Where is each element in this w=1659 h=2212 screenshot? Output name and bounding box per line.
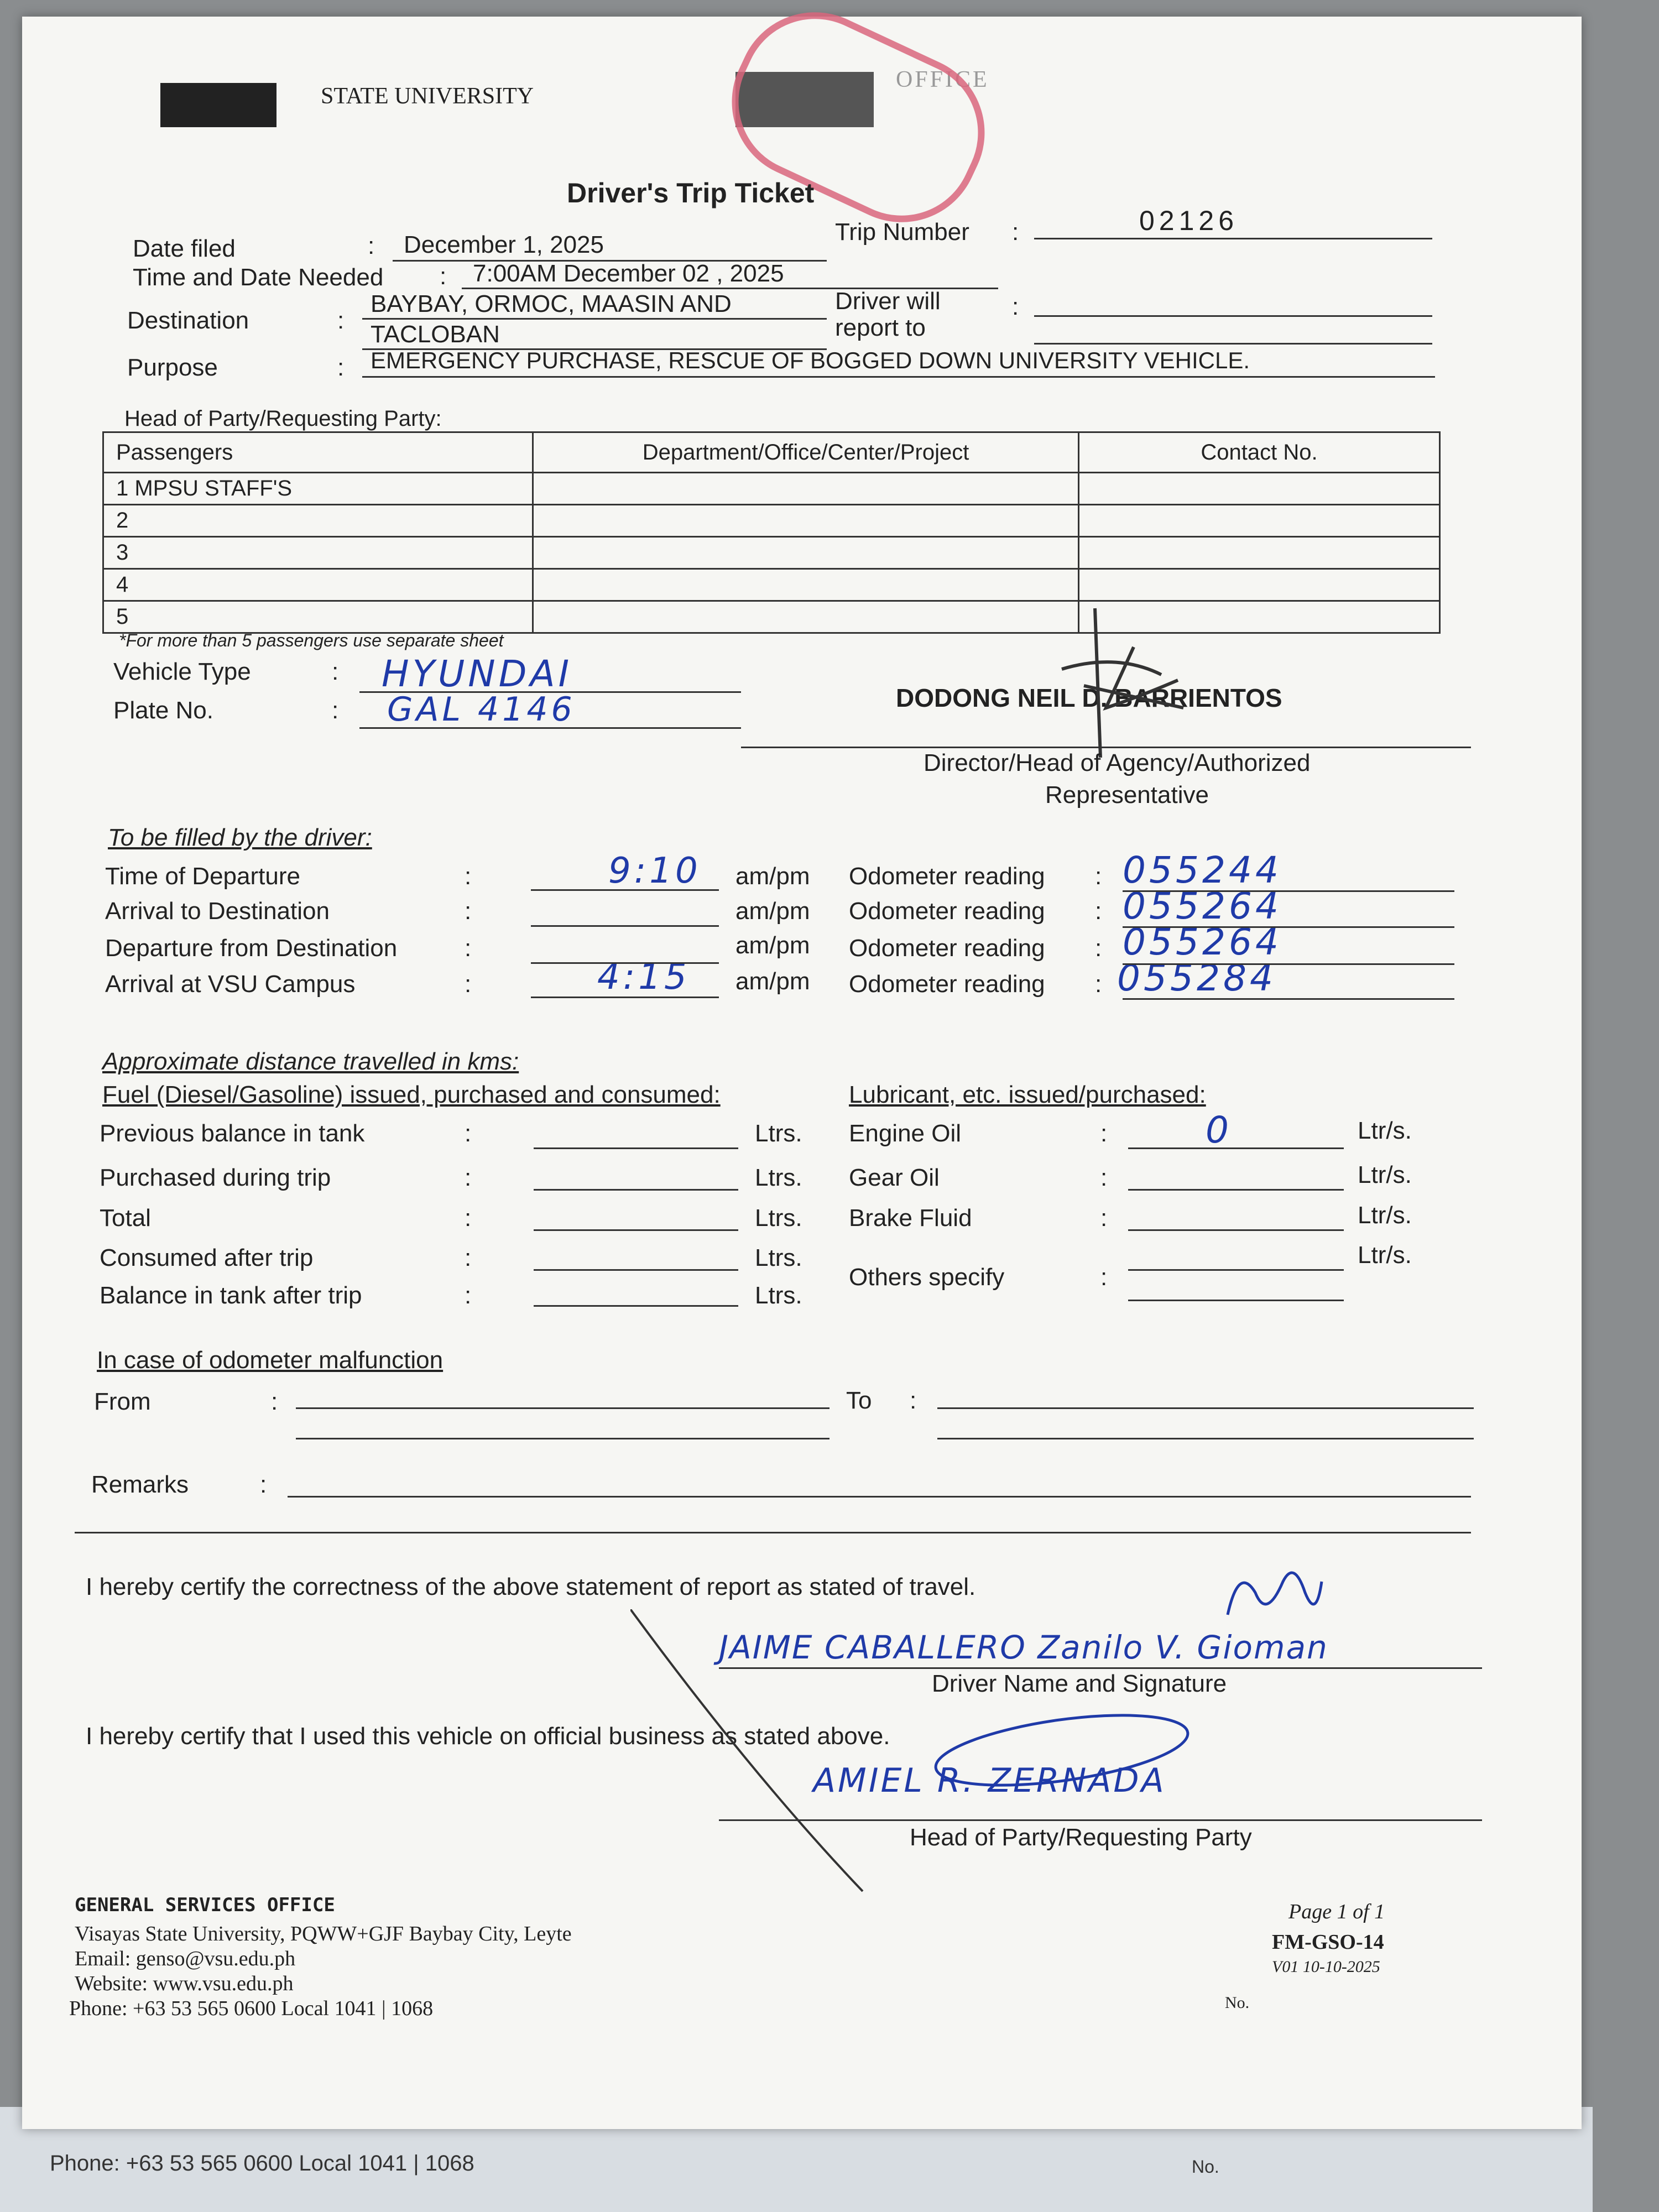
driver-section-heading: To be filled by the driver: <box>108 824 372 851</box>
odometer-label: Odometer reading <box>849 898 1045 925</box>
col-passengers: Passengers <box>103 432 533 473</box>
director-title-1: Director/Head of Agency/Authorized <box>924 749 1311 776</box>
lubricant-heading: Lubricant, etc. issued/purchased: <box>849 1081 1206 1108</box>
party-signature-scribble <box>630 1609 1217 1897</box>
from-label: From <box>94 1388 151 1415</box>
university-name: STATE UNIVERSITY <box>321 84 534 109</box>
engine-oil-value: 0 <box>1206 1109 1232 1151</box>
trip-ticket-form: STATE UNIVERSITY OFFICE Driver's Trip Ticket Date filed : December 1, 2025 Trip Number : 02126 Time and Date Needed : 7:00AM December 02 , 2025 Destination : BAYBAY, ORMOC, MAASIN AND TACLOBAN Driver will report to : Purpose : EMERGENCY PURCHASE, RESCUE OF BOGGED DOWN UNIVERSITY VEHICLE. Head of Party/Requesting Party: Passengers Department/Office/Center/Project Contact No. 1 MPSU STAFF'S 2 3 4 5 *For more than 5 passengers use separate sheet Vehicle Type : HYUNDAI Plate No. : GAL 4146 DODONG NEIL D. BARRIENTOS Director/Head of Agency/Authorized Representative To be filled by the driver: Time of Departure Arrival to Destination Departure from Destination Arrival at VSU Campus : : : : 9:10 4:15 am/pm am/pm am/pm am/pm Odometer reading Odometer reading Odometer reading Odometer reading : : : : 055244 055264 055264 055284 Approximate distance travelled in kms: Fuel (Diesel/Gasoline) issued, purchased and consumed: Previous balance in tank Purchased during trip Total Consumed after trip Balance in tank after trip : : : : : Ltrs. Ltrs. Ltrs. Ltrs. Ltrs. Lubricant, etc. issued/purchased: Engine Oil Gear Oil Brake Fluid Others specify : : : : 0 Ltr/s. Ltr/s. Ltr/s. Ltr/s. In case of odometer malfunction From : To : Remarks : I hereby certify the correctness of the above statement of report as stated of travel. JAIME CABALLERO Zanilo V. Gioman Driver Name and Signature I hereby certify that I used this vehicle on official business as stated above. AMIEL R. ZERNADA Head of Party/Requesting Party GENERAL SERVICES OFFICE Visayas State University, PQWW+GJF Baybay City, Leyte Email: genso@vsu.edu.ph Website: www.vsu.edu.ph Phone: +63 53 565 0600 Local 1041 | 1068 Page 1 of 1 FM-GSO-14 V01 10-10-2025 No. <box>22 17 1582 2129</box>
driver-signature-scribble <box>1217 1559 1327 1637</box>
odometer-departure-destination-value: 055264 <box>1123 921 1282 963</box>
director-title-2: Representative <box>1045 781 1209 808</box>
footer-no-label: No. <box>1225 1994 1250 2012</box>
university-logo <box>160 83 276 127</box>
fuel-row-label: Total <box>100 1204 151 1232</box>
arrival-campus-label: Arrival at VSU Campus <box>105 971 356 998</box>
passenger-row: 2 <box>103 505 533 537</box>
odometer-arrival-destination-value: 055264 <box>1123 885 1282 927</box>
malfunction-heading: In case of odometer malfunction <box>97 1347 444 1374</box>
lubricant-row-label: Others specify <box>849 1264 1005 1291</box>
date-filed-value: December 1, 2025 <box>404 231 604 258</box>
underlying-phone: Phone: +63 53 565 0600 Local 1041 | 1068 <box>50 2151 474 2176</box>
lubricant-unit: Ltr/s. <box>1358 1202 1412 1229</box>
fuel-row-label: Purchased during trip <box>100 1164 331 1191</box>
departure-destination-label: Departure from Destination <box>105 935 398 962</box>
departure-time-value: 9:10 <box>608 851 701 891</box>
col-department: Department/Office/Center/Project <box>533 432 1079 473</box>
lubricant-unit: Ltr/s. <box>1358 1241 1412 1269</box>
footer-page: Page 1 of 1 <box>1288 1900 1385 1923</box>
fuel-row-label: Balance in tank after trip <box>100 1282 362 1309</box>
departure-time-label: Time of Departure <box>105 863 300 890</box>
driver-name-signature: JAIME CABALLERO Zanilo V. Gioman <box>719 1629 1328 1666</box>
driver-sig-label: Driver Name and Signature <box>932 1670 1227 1697</box>
footer-form-code: FM-GSO-14 <box>1272 1931 1384 1954</box>
lubricant-row-label: Brake Fluid <box>849 1204 972 1232</box>
passengers-table <box>102 431 1441 634</box>
arrival-destination-label: Arrival to Destination <box>105 898 330 925</box>
underlying-no-label: No. <box>1192 2157 1219 2177</box>
passengers-note: *For more than 5 passengers use separate sheet <box>119 630 504 650</box>
date-filed-label: Date filed <box>133 235 236 262</box>
passenger-row: 5 <box>103 601 533 633</box>
director-signature <box>1051 597 1194 763</box>
purpose-value: EMERGENCY PURCHASE, RESCUE OF BOGGED DOWN UNIVERSITY VEHICLE. <box>371 347 1250 373</box>
certify-party-statement: I hereby certify that I used this vehicle on official business as stated above. <box>86 1723 890 1750</box>
form-title: Driver's Trip Ticket <box>567 178 815 208</box>
plate-no-label: Plate No. <box>113 697 213 724</box>
odometer-label: Odometer reading <box>849 971 1045 998</box>
passenger-row: 3 <box>103 537 533 569</box>
remarks-label: Remarks <box>91 1471 189 1498</box>
footer-office: GENERAL SERVICES OFFICE <box>75 1894 335 1916</box>
ampm-label: am/pm <box>735 863 810 890</box>
footer-website[interactable]: Website: www.vsu.edu.ph <box>75 1972 294 1995</box>
footer-address: Visayas State University, PQWW+GJF Baybay City, Leyte <box>75 1922 572 1945</box>
ampm-label: am/pm <box>735 898 810 925</box>
odometer-label: Odometer reading <box>849 863 1045 890</box>
fuel-unit: Ltrs. <box>755 1244 802 1271</box>
certify-driver-statement: I hereby certify the correctness of the above statement of report as stated of travel. <box>86 1573 976 1600</box>
lubricant-unit: Ltr/s. <box>1358 1117 1412 1144</box>
col-contact: Contact No. <box>1079 432 1440 473</box>
footer-email[interactable]: Email: genso@vsu.edu.ph <box>75 1947 296 1970</box>
ampm-label: am/pm <box>735 968 810 995</box>
destination-line-2: TACLOBAN <box>371 321 500 348</box>
trip-number-label: Trip Number <box>835 218 969 246</box>
time-needed-label: Time and Date Needed <box>133 264 384 291</box>
lubricant-unit: Ltr/s. <box>1358 1161 1412 1188</box>
fuel-unit: Ltrs. <box>755 1164 802 1191</box>
director-name: DODONG NEIL D. BARRIENTOS <box>896 684 1282 712</box>
office-name: OFFICE <box>896 67 989 92</box>
passenger-row: 1 MPSU STAFF'S <box>103 473 533 505</box>
head-of-party-label: Head of Party/Requesting Party: <box>124 406 442 431</box>
paper-clip-icon <box>706 0 1010 248</box>
lubricant-row-label: Gear Oil <box>849 1164 940 1191</box>
party-sig-label: Head of Party/Requesting Party <box>910 1824 1252 1851</box>
distance-heading: Approximate distance travelled in kms: <box>102 1048 519 1075</box>
vehicle-type-value: HYUNDAI <box>382 653 573 695</box>
ampm-label: am/pm <box>735 932 810 959</box>
time-needed-value: 7:00AM December 02 , 2025 <box>473 260 784 287</box>
fuel-row-label: Previous balance in tank <box>100 1120 365 1147</box>
trip-number-value: 02126 <box>1139 205 1239 236</box>
party-name-signature: AMIEL R. ZERNADA <box>813 1761 1166 1800</box>
plate-no-value: GAL 4146 <box>387 690 576 729</box>
footer-phone: Phone: +63 53 565 0600 Local 1041 | 1068 <box>69 1997 434 2020</box>
arrival-campus-time-value: 4:15 <box>597 957 690 998</box>
destination-label: Destination <box>127 307 249 334</box>
fuel-unit: Ltrs. <box>755 1120 802 1147</box>
fuel-unit: Ltrs. <box>755 1282 802 1309</box>
purpose-label: Purpose <box>127 354 218 381</box>
fuel-row-label: Consumed after trip <box>100 1244 314 1271</box>
odometer-label: Odometer reading <box>849 935 1045 962</box>
odometer-departure-value: 055244 <box>1123 849 1282 891</box>
driver-report-label-1: Driver will <box>835 288 941 315</box>
vehicle-type-label: Vehicle Type <box>113 658 251 685</box>
driver-report-label-2: report to <box>835 314 926 341</box>
footer-version: V01 10-10-2025 <box>1272 1958 1380 1976</box>
to-label: To <box>846 1387 872 1414</box>
passenger-row: 4 <box>103 569 533 601</box>
destination-line-1: BAYBAY, ORMOC, MAASIN AND <box>371 290 732 317</box>
odometer-arrival-campus-value: 055284 <box>1117 957 1276 999</box>
fuel-heading: Fuel (Diesel/Gasoline) issued, purchased and consumed: <box>102 1081 721 1108</box>
fuel-unit: Ltrs. <box>755 1204 802 1232</box>
lubricant-row-label: Engine Oil <box>849 1120 962 1147</box>
